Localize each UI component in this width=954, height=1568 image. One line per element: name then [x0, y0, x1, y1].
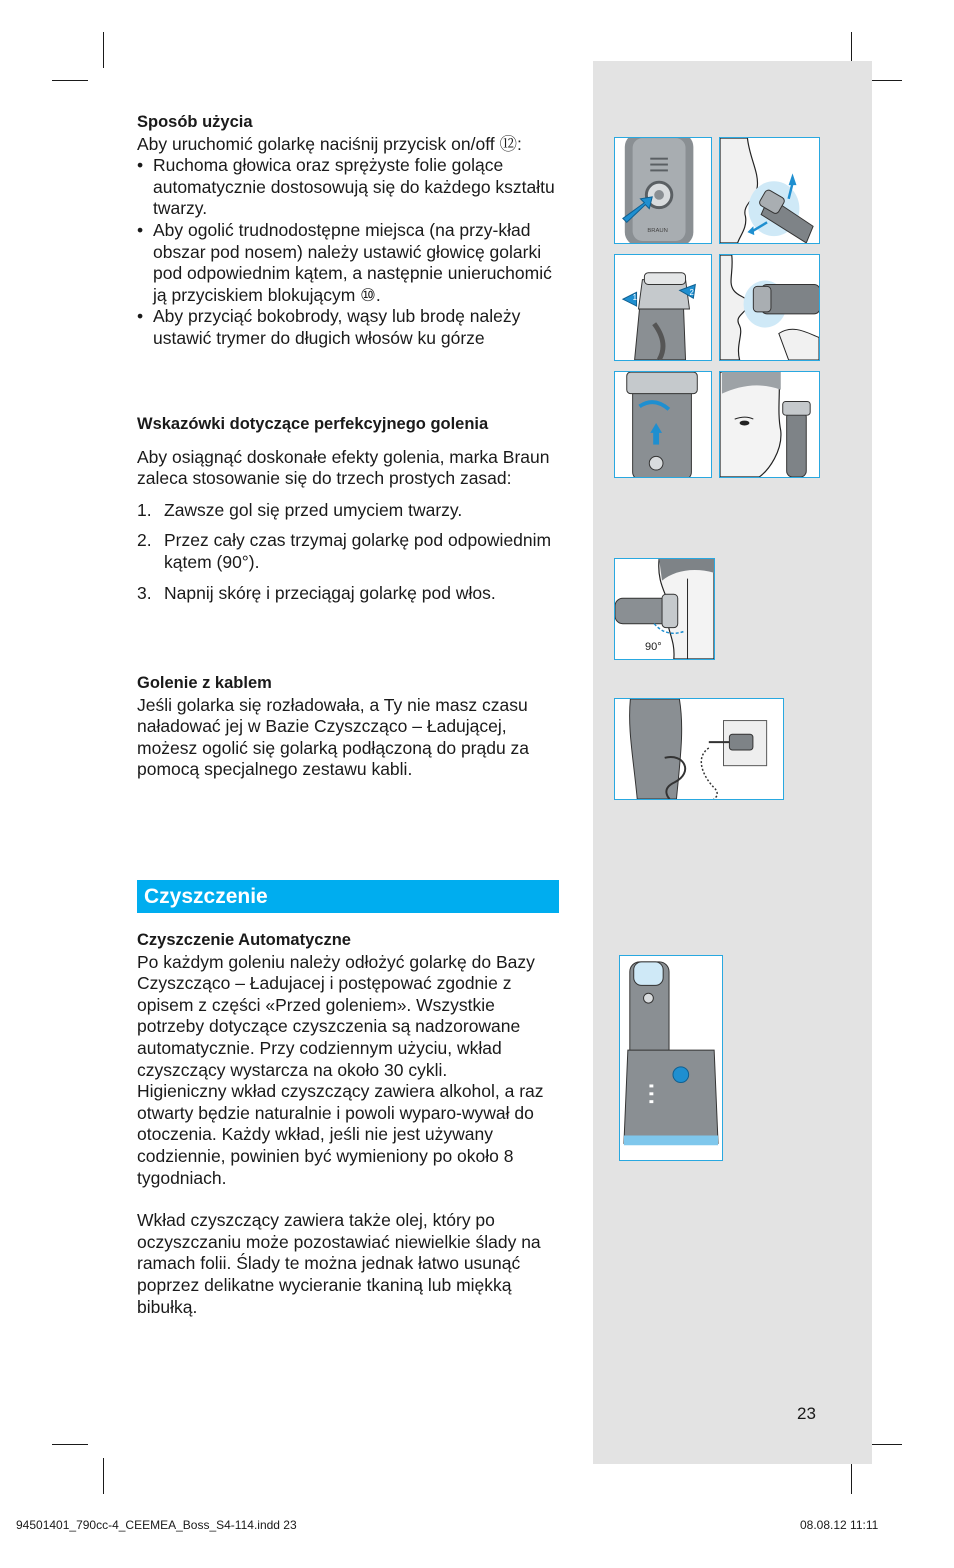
list-number: 2. — [137, 530, 152, 551]
list-item — [137, 583, 562, 605]
cable-body: Jeśli golarka się rozładowała, a Ty nie masz czasu naładować jej w Bazie Czyszcząco – Ładującej, możesz ogolić się golarką podłączoną do prądu za pomocą specjalnego zestawu kabli. — [137, 694, 530, 780]
list-number: 1. — [137, 499, 152, 520]
cable-section — [137, 673, 562, 781]
cleaning-para-2: Higieniczny wkład czyszczący zawiera alkohol, a raz otwarty będzie naturalnie i powoli wyparo-wywał do otoczenia. Każdy wkład, jeśli nie jest używany codziennie, powinien być wymieniony po około 8 tygodniach. — [137, 1081, 544, 1188]
step-number: 2 — [689, 288, 694, 298]
list-item — [137, 530, 562, 573]
list-item — [137, 500, 562, 522]
angle-label: 90° — [645, 641, 662, 653]
tips-list — [137, 500, 562, 604]
crop-mark — [52, 1444, 88, 1445]
list-item: • Aby ogolić trudnodostępne miejsca (na przy-kład obszar pod nosem) należy ustawić głowicę golarki pod odpowiednim kątem, a następnie unieruchomić ją przyciskiem blokującym ⑩. — [137, 220, 562, 306]
cleaning-heading: Czyszczenie Automatyczne — [137, 931, 351, 949]
crop-mark — [52, 80, 88, 81]
shaver-illustration — [615, 255, 711, 360]
figure-cleaning-station — [619, 955, 723, 1161]
list-text: Przez cały czas trzymaj golarkę pod odpowiednim kątem (90°). — [164, 530, 552, 572]
list-item: • Ruchoma głowica oraz sprężyste folie golące automatycznie dostosowują się do każdego kształtu twarzy. — [137, 155, 562, 220]
section-title-cleaning: Czyszczenie — [137, 880, 559, 913]
cleaning-section — [137, 930, 562, 1318]
step-number: 1 — [632, 293, 637, 303]
figure-sideburns — [719, 371, 820, 478]
figure-under-nose — [719, 254, 820, 361]
list-number: 3. — [137, 582, 152, 603]
cleaning-para-1: Po każdym goleniu należy odłożyć golarkę do Bazy Czyszcząco – Ładujacej i postępować zgodnie z opisem z części «Przed goleniem». Wszystkie potrzeby dotyczące czyszczenia są nadzorowane automatycznie. Przy codziennym użyciu, wkład czyszczący wystarcza na około 30 cykli. — [137, 951, 535, 1080]
shaver-illustration — [615, 138, 711, 243]
brand-mark: BRAUN — [647, 228, 668, 235]
usage-heading: Sposób użycia — [137, 113, 253, 131]
figure-lock-button — [614, 254, 712, 361]
usage-intro: Aby uruchomić golarkę naciśnij przycisk on/off ⑫: — [137, 133, 522, 154]
crop-mark — [103, 32, 104, 68]
shaver-illustration — [615, 559, 714, 659]
figure-flexible-head — [719, 137, 820, 244]
tips-section — [137, 414, 562, 613]
figure-90-degree — [614, 558, 715, 660]
cable-heading: Golenie z kablem — [137, 674, 272, 692]
print-slug-date: 08.08.12 11:11 — [800, 1518, 879, 1532]
shaver-illustration — [720, 138, 819, 243]
shaver-illustration — [620, 956, 722, 1160]
figure-cable — [614, 698, 784, 800]
list-text: Zawsze gol się przed umyciem twarzy. — [164, 499, 463, 520]
list-text: Napnij skórę i przeciągaj golarkę pod włos. — [164, 582, 496, 603]
cleaning-para-3: Wkład czyszczący zawiera także olej, który po oczyszczaniu może pozostawiać niewielkie ślady na ramach folii. Ślady te można jednak łatwo usunąć poprzez delikatne wycieranie tkaniną lub miękką bibułką. — [137, 1210, 541, 1317]
tips-heading: Wskazówki dotyczące perfekcyjnego golenia — [137, 415, 489, 433]
shaver-illustration — [720, 255, 819, 360]
crop-mark — [103, 1458, 104, 1494]
shaver-illustration — [615, 372, 711, 477]
list-item: • Aby przyciąć bokobrody, wąsy lub brodę należy ustawić trymer do długich włosów ku górze — [137, 306, 562, 349]
figure-power-button — [614, 137, 712, 244]
usage-bullets — [137, 155, 562, 349]
page-number: 23 — [797, 1404, 816, 1423]
shaver-illustration — [615, 699, 783, 799]
figure-trimmer-slide — [614, 371, 712, 478]
print-slug-file: 94501401_790cc-4_CEEMEA_Boss_S4-114.indd 23 — [16, 1518, 297, 1532]
tips-intro: Aby osiągnąć doskonałe efekty golenia, marka Braun zaleca stosowanie się do trzech prostych zasad: — [137, 446, 550, 489]
shaver-illustration — [720, 372, 819, 477]
usage-section — [137, 112, 562, 350]
